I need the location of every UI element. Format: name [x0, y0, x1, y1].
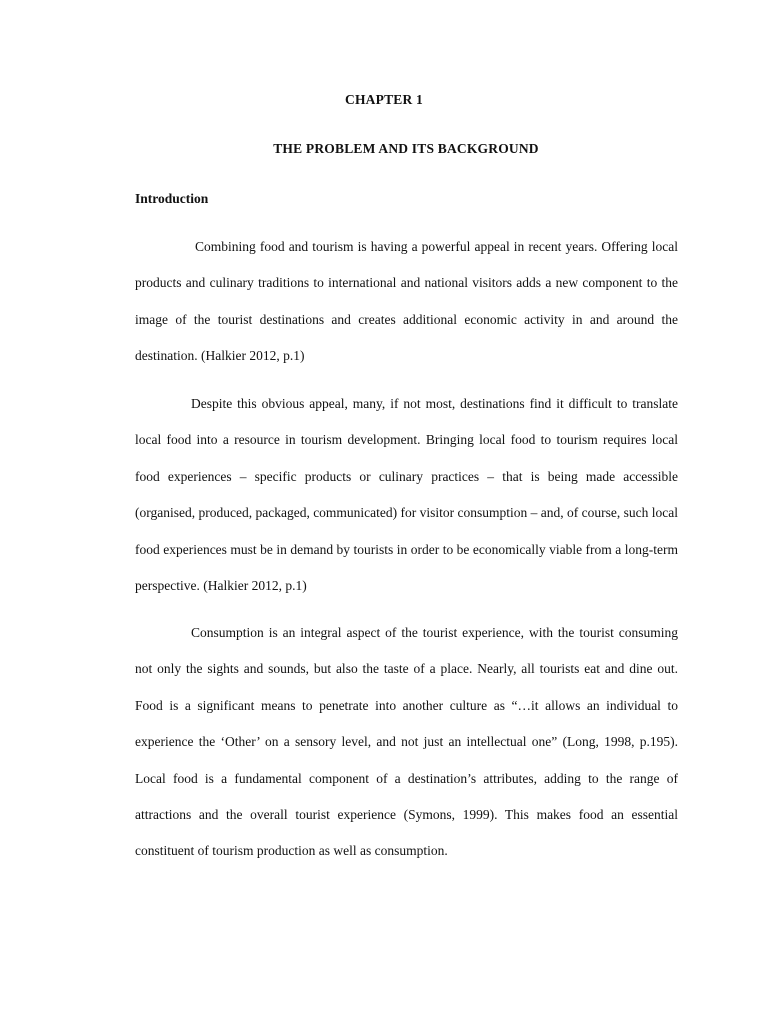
paragraph-1: Combining food and tourism is having a powerful appeal in recent years. Offering local products and culinary traditions to international and national visitors adds a new component to the image of the tourist destinations and creates additional economic activity in and around the destination. (Halkier 2012, p.1) [135, 239, 678, 364]
paragraph-3: Consumption is an integral aspect of the tourist experience, with the tourist consuming not only the sights and sounds, but also the taste of a place. Nearly, all tourists eat and dine out. Food is a significant means to penetrate into another culture as “…it allows an individual to experience the ‘Other’ on a sensory level, and not just an intellectual one” (Long, 1998, p.195). Local food is a fundamental component of a destination’s attributes, adding to the range of attractions and the overall tourist experience (Symons, 1999). This makes food an essential constituent of tourism production as well as consumption. [135, 625, 678, 859]
paragraph-1-block [135, 229, 678, 375]
paragraph-3-block [135, 615, 678, 870]
chapter-label: CHAPTER 1 [345, 92, 423, 107]
paragraph-2-block [135, 386, 678, 604]
paragraph-2: Despite this obvious appeal, many, if not most, destinations find it difficult to translate local food into a resource in tourism development. Bringing local food to tourism requires local food experiences – specific products or culinary practices – that is being made accessible (organised, produced, packaged, communicated) for visitor consumption – and, of course, such local food experiences must be in demand by tourists in order to be economically viable from a long-term perspective. (Halkier 2012, p.1) [135, 396, 678, 594]
chapter-title: THE PROBLEM AND ITS BACKGROUND [273, 141, 539, 156]
section-heading: Introduction [135, 191, 209, 206]
